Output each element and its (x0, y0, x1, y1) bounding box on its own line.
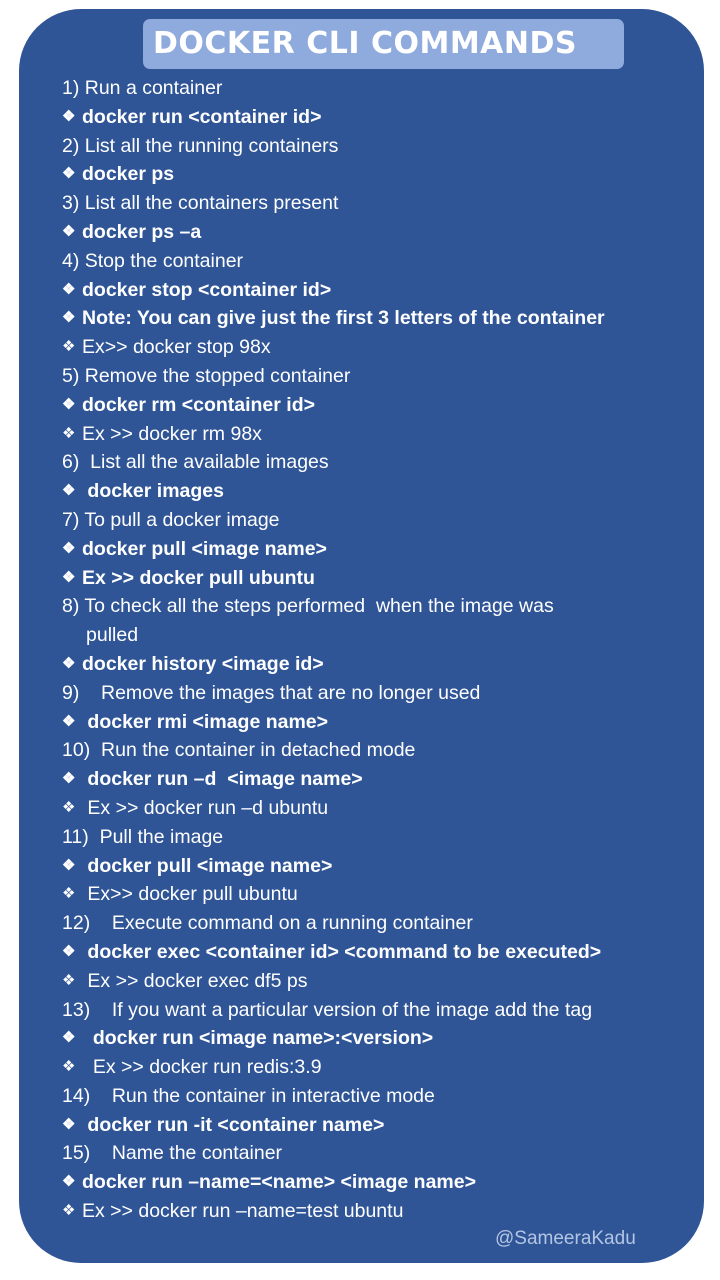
command-line (62, 218, 702, 247)
diamond-bullet-icon: ❖ (62, 165, 76, 183)
diamond-bullet-icon: ❖ (62, 568, 76, 586)
example-line (62, 880, 702, 909)
line-text: 1) Run a container (62, 77, 223, 99)
line-text: Ex >> docker exec df5 ps (82, 969, 308, 992)
command-line (62, 650, 702, 679)
command-line (62, 535, 702, 564)
command-list (62, 74, 702, 1226)
step-heading (62, 1139, 702, 1168)
diamond-bullet-icon: ❖ (62, 971, 76, 989)
command-line (62, 304, 702, 333)
step-heading (62, 448, 702, 477)
line-text: docker run -it <container name> (82, 1113, 385, 1136)
diamond-bullet-icon: ❖ (62, 798, 76, 816)
line-text: Ex >> docker run –d ubuntu (82, 796, 329, 819)
line-text: docker images (82, 480, 224, 503)
line-text: docker run <container id> (82, 105, 322, 128)
command-line (62, 564, 702, 593)
line-text: 14) Run the container in interactive mode (62, 1084, 435, 1107)
step-continuation (62, 621, 702, 650)
command-line (62, 765, 702, 794)
step-heading (62, 592, 702, 621)
step-heading (62, 74, 702, 103)
diamond-bullet-icon: ❖ (62, 482, 76, 500)
diamond-bullet-icon: ❖ (62, 1029, 76, 1047)
diamond-bullet-icon: ❖ (62, 309, 76, 327)
author-watermark: @SameeraKadu (495, 1228, 636, 1249)
line-text: 2) List all the running containers (62, 134, 339, 157)
diamond-bullet-icon: ❖ (62, 424, 76, 442)
diamond-bullet-icon: ❖ (62, 1173, 76, 1191)
step-heading (62, 736, 702, 765)
command-line (62, 852, 702, 881)
diamond-bullet-icon: ❖ (62, 338, 76, 356)
command-line (62, 391, 702, 420)
line-text: 10) Run the container in detached mode (62, 739, 416, 762)
command-line (62, 1168, 702, 1197)
step-heading (62, 362, 702, 391)
line-text: 6) List all the available images (62, 451, 329, 474)
diamond-bullet-icon: ❖ (62, 942, 76, 960)
line-text: docker stop <container id> (82, 278, 332, 301)
command-line (62, 1111, 702, 1140)
step-heading (62, 679, 702, 708)
diamond-bullet-icon: ❖ (62, 1058, 76, 1076)
line-text: docker pull <image name> (82, 537, 327, 560)
step-heading (62, 132, 702, 161)
command-line (62, 1024, 702, 1053)
line-text: docker run –name=<name> <image name> (82, 1171, 476, 1194)
diamond-bullet-icon: ❖ (62, 395, 76, 413)
line-text: Ex >> docker rm 98x (82, 422, 262, 445)
command-line (62, 708, 702, 737)
line-text: 8) To check all the steps performed when the image was (62, 595, 554, 618)
diamond-bullet-icon: ❖ (62, 280, 76, 298)
diamond-bullet-icon: ❖ (62, 1202, 76, 1220)
command-line (62, 477, 702, 506)
example-line (62, 794, 702, 823)
line-text: Ex >> docker run –name=test ubuntu (82, 1200, 404, 1223)
diamond-bullet-icon: ❖ (62, 1115, 76, 1133)
line-text: docker run <image name>:<version> (82, 1027, 434, 1050)
command-line (62, 938, 702, 967)
diamond-bullet-icon: ❖ (62, 654, 76, 672)
line-text: 12) Execute command on a running container (62, 912, 473, 935)
line-text: docker ps (82, 163, 175, 186)
line-text: docker history <image id> (82, 652, 324, 675)
line-text: docker exec <container id> <command to be executed> (82, 940, 602, 963)
example-line (62, 967, 702, 996)
line-text: docker ps –a (82, 220, 202, 243)
diamond-bullet-icon: ❖ (62, 712, 76, 730)
command-line (62, 276, 702, 305)
step-heading (62, 247, 702, 276)
step-heading (62, 996, 702, 1025)
page-title: DOCKER CLI COMMANDS (153, 26, 578, 61)
example-line (62, 1197, 702, 1226)
line-text: pulled (86, 624, 139, 647)
line-text: Ex >> docker run redis:3.9 (82, 1056, 322, 1079)
line-text: 11) Pull the image (62, 825, 224, 848)
command-line (62, 160, 702, 189)
line-text: 7) To pull a docker image (62, 508, 280, 531)
line-text: docker rmi <image name> (82, 710, 329, 733)
line-text: 15) Name the container (62, 1142, 283, 1165)
line-text: 9) Remove the images that are no longer used (62, 681, 481, 704)
diamond-bullet-icon: ❖ (62, 885, 76, 903)
line-text: Ex>> docker stop 98x (82, 336, 271, 359)
diamond-bullet-icon: ❖ (62, 539, 76, 557)
line-text: docker rm <container id> (82, 393, 316, 416)
line-text: Note: You can give just the first 3 letters of the container (82, 307, 605, 330)
example-line (62, 1053, 702, 1082)
line-text: 3) List all the containers present (62, 192, 339, 215)
step-heading (62, 189, 702, 218)
line-text: docker run –d <image name> (82, 768, 363, 791)
step-heading (62, 823, 702, 852)
diamond-bullet-icon: ❖ (62, 770, 76, 788)
command-line (62, 103, 702, 132)
line-text: 5) Remove the stopped container (62, 364, 351, 387)
step-heading (62, 909, 702, 938)
example-line (62, 333, 702, 362)
line-text: 4) Stop the container (62, 249, 244, 272)
line-text: Ex >> docker pull ubuntu (82, 566, 315, 589)
diamond-bullet-icon: ❖ (62, 222, 76, 240)
step-heading (62, 506, 702, 535)
example-line (62, 420, 702, 449)
line-text: docker pull <image name> (82, 854, 333, 877)
diamond-bullet-icon: ❖ (62, 107, 76, 125)
line-text: 13) If you want a particular version of the image add the tag (62, 998, 593, 1021)
step-heading (62, 1082, 702, 1111)
line-text: Ex>> docker pull ubuntu (82, 883, 298, 906)
diamond-bullet-icon: ❖ (62, 856, 76, 874)
